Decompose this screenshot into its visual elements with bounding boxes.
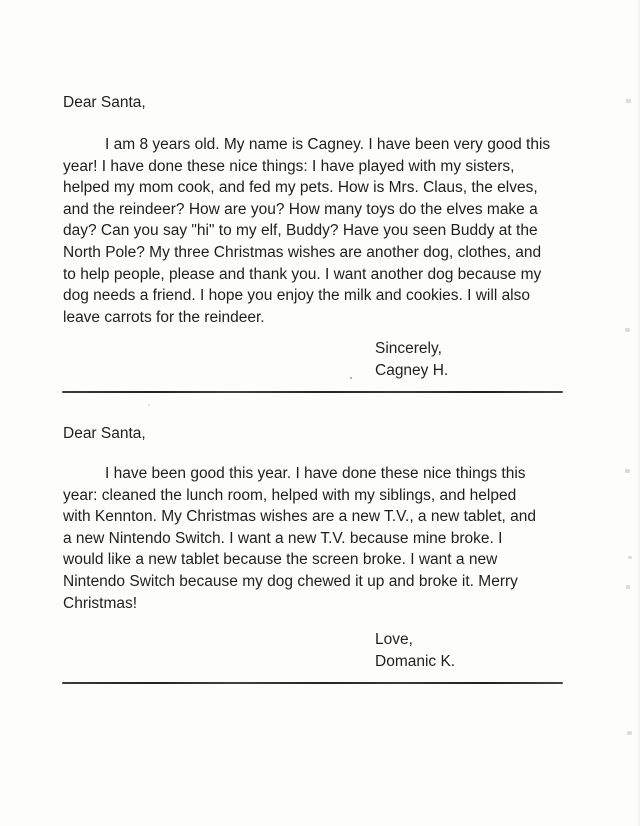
scan-artifact — [627, 731, 632, 735]
divider-line — [62, 391, 563, 393]
letter-line: with Kennton. My Christmas wishes are a new T.V., a new tablet, and — [63, 508, 536, 526]
scan-artifact — [628, 556, 632, 559]
letter-line: Christmas! — [63, 594, 138, 612]
letter-line: dog needs a friend. I hope you enjoy the milk and cookies. I will also — [63, 287, 530, 305]
letter-line: a new Nintendo Switch. I want a new T.V. because mine broke. I — [63, 529, 503, 547]
letter1-closing-block — [375, 338, 448, 382]
letter2-signature: Domanic K. — [375, 652, 456, 670]
letter2-body — [63, 463, 583, 614]
scan-artifact — [148, 404, 150, 406]
letter1-closing: Sincerely, — [375, 340, 442, 357]
letter-line: year! I have done these nice things: I have played with my sisters, — [63, 157, 515, 175]
letter1-salutation: Dear Santa, — [63, 94, 146, 111]
letter2-closing: Love, — [375, 631, 413, 648]
letter-line: North Pole? My three Christmas wishes are another dog, clothes, and — [63, 243, 542, 261]
scan-artifact — [625, 328, 630, 332]
divider-line — [62, 682, 563, 684]
letter-line: helped my mom cook, and fed my pets. How is Mrs. Claus, the elves, — [63, 179, 538, 197]
scan-artifact — [626, 585, 630, 589]
letter-line: and the reindeer? How are you? How many toys do the elves make a — [63, 200, 538, 218]
scan-artifact — [625, 469, 630, 473]
letter-line: to help people, please and thank you. I want another dog because my — [63, 265, 542, 283]
letter-line: I am 8 years old. My name is Cagney. I have been very good this — [105, 136, 551, 153]
letter1-body — [63, 134, 583, 328]
scan-artifact — [626, 99, 631, 103]
letter-line: would like a new tablet because the screen broke. I want a new — [63, 551, 498, 569]
letter-line: Nintendo Switch because my dog chewed it up and broke it. Merry — [63, 572, 518, 590]
letter2-closing-block — [375, 629, 455, 673]
letter-line: day? Can you say "hi" to my elf, Buddy? Have you seen Buddy at the — [63, 222, 538, 240]
letter-line: leave carrots for the reindeer. — [63, 308, 265, 326]
letter2-salutation: Dear Santa, — [63, 425, 146, 442]
letter-line: year: cleaned the lunch room, helped with my siblings, and helped — [63, 486, 517, 504]
scan-artifact — [350, 377, 352, 379]
letter1-signature: Cagney H. — [375, 361, 449, 379]
letter-line: I have been good this year. I have done these nice things this — [105, 465, 526, 482]
